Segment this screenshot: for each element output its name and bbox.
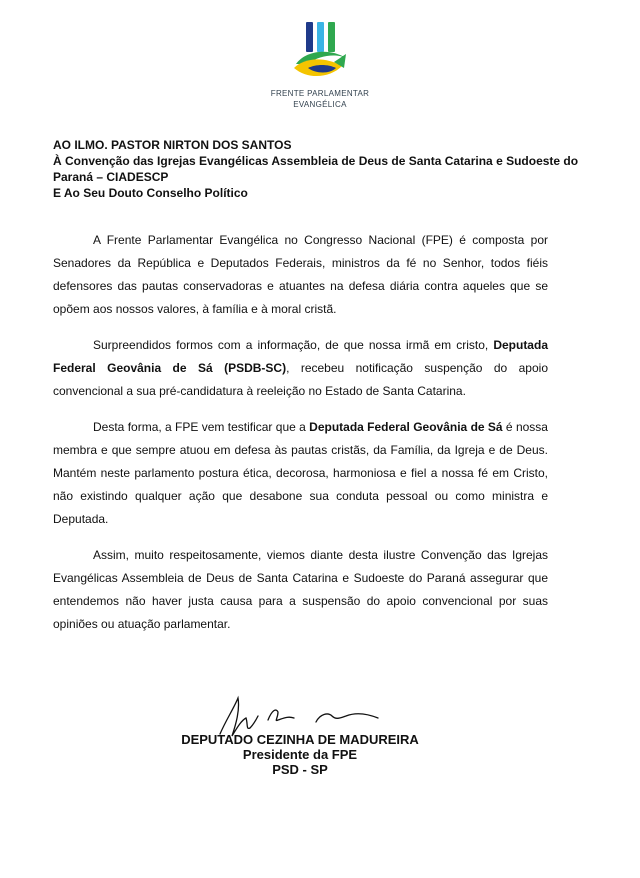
fpe-logo-icon bbox=[290, 20, 350, 86]
letter-body bbox=[53, 229, 548, 649]
signatory-role: Presidente da FPE bbox=[242, 747, 358, 762]
address-line-2: À Convenção das Igrejas Evangélicas Assembleia de Deus de Santa Catarina e Sudoeste do bbox=[53, 154, 579, 168]
signatory-party: PSD - SP bbox=[272, 762, 328, 777]
letterhead bbox=[0, 20, 640, 110]
address-line-1: AO ILMO. PASTOR NIRTON DOS SANTOS bbox=[53, 138, 292, 152]
address-line-4: E Ao Seu Douto Conselho Político bbox=[53, 186, 248, 200]
paragraph-4: Assim, muito respeitosamente, viemos diante desta ilustre Convenção das Igrejas Evangélicas Assembleia de Deus de Santa Catarina e Sudoeste do Paraná assegurar que entendemos não haver justa causa para a suspensão do apoio convencional por suas opiniões ou atuação parlamentar. bbox=[53, 548, 548, 631]
address-block bbox=[53, 137, 593, 201]
address-line-3: Paraná – CIADESCP bbox=[53, 170, 169, 184]
paragraph-1: A Frente Parlamentar Evangélica no Congresso Nacional (FPE) é composta por Senadores da República e Deputados Federais, ministros da fé no Senhor, todos fiéis defensores das pautas conservadoras e atuantes na defesa diária contra aqueles que se opõem aos nossos valores, à família e à moral cristã. bbox=[53, 233, 548, 316]
paragraph-2-bold: Deputada Federal Geovânia de Sá (PSDB-SC) bbox=[53, 338, 548, 375]
logo-line-2: EVANGÉLICA bbox=[293, 100, 347, 109]
paragraph-2 bbox=[53, 334, 548, 403]
paragraph-3 bbox=[53, 416, 548, 531]
logo-line-1: FRENTE PARLAMENTAR bbox=[270, 89, 370, 98]
paragraph-3-bold: Deputada Federal Geovânia de Sá bbox=[309, 420, 503, 434]
paragraph-3-text-a: Desta forma, a FPE vem testificar que a bbox=[93, 420, 310, 434]
signature-block bbox=[150, 732, 450, 777]
paragraph-2-text-c: , recebeu notificação suspenção do apoio convencional a sua pré-candidatura à reeleição no Estado de Santa Catarina. bbox=[53, 361, 548, 398]
signatory-name: DEPUTADO CEZINHA DE MADUREIRA bbox=[181, 732, 419, 747]
logo-text bbox=[271, 88, 369, 110]
paragraph-2-text-a: Surpreendidos formos com a informação, de que nossa irmã em cristo, bbox=[93, 338, 494, 352]
paragraph-3-text-c: é nossa membra e que sempre atuou em defesa às pautas cristãs, da Família, da Igreja e de Deus. Mantém neste parlamento postura ética, decorosa, harmoniosa e fiel a nossa fé em Cristo, não existindo qualquer ação que desabone sua conduta pessoal ou como ministra e Deputada. bbox=[53, 420, 548, 526]
